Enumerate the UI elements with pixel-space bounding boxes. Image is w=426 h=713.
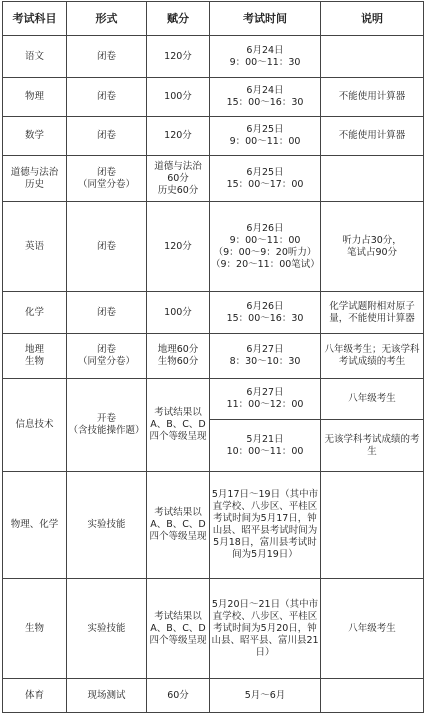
- subject-cell: 体育: [3, 679, 67, 713]
- table-row: [3, 379, 424, 420]
- note-cell: [321, 472, 424, 579]
- note-cell: 化学试题附相对原子量，不能使用计算器: [321, 292, 424, 334]
- form-cell: 实验技能: [67, 579, 147, 679]
- header-form: 形式: [67, 2, 147, 36]
- table-row: [3, 679, 424, 713]
- score-cell: 地理60分 生物60分: [147, 334, 210, 379]
- table-row: [3, 156, 424, 202]
- form-cell: 实验技能: [67, 472, 147, 579]
- time-cell: 6月24日 15：00～16：30: [210, 78, 321, 117]
- time-cell: 6月25日 15：00～17：00: [210, 156, 321, 202]
- subject-cell: 地理 生物: [3, 334, 67, 379]
- time-cell: 6月26日 15：00～16：30: [210, 292, 321, 334]
- score-cell: 道德与法治 60分 历史60分: [147, 156, 210, 202]
- score-cell: 120分: [147, 36, 210, 78]
- header-time: 考试时间: [210, 2, 321, 36]
- table-row: [3, 579, 424, 679]
- subject-cell: 道德与法治 历史: [3, 156, 67, 202]
- table-row: [3, 36, 424, 78]
- header-score: 赋分: [147, 2, 210, 36]
- note-cell: [321, 156, 424, 202]
- time-cell: 5月～6月: [210, 679, 321, 713]
- subject-cell: 生物: [3, 579, 67, 679]
- score-cell: 100分: [147, 292, 210, 334]
- header-row: [3, 2, 424, 36]
- score-cell: 60分: [147, 679, 210, 713]
- note-cell: 八年级考生: [321, 379, 424, 420]
- score-cell: 120分: [147, 202, 210, 292]
- table-row: [3, 202, 424, 292]
- header-note: 说明: [321, 2, 424, 36]
- time-cell: 5月17日～19日（其中市直学校、八步区、平桂区考试时间为5月17日，钟山县、昭平县考试时间为5月18日，富川县考试时间为5月19日）: [210, 472, 321, 579]
- note-cell: 不能使用计算器: [321, 117, 424, 156]
- note-cell: 不能使用计算器: [321, 78, 424, 117]
- form-cell: 开卷 （含技能操作题）: [67, 379, 147, 472]
- time-cell: 6月24日 9：00～11：30: [210, 36, 321, 78]
- note-cell: 听力占30分， 笔试占90分: [321, 202, 424, 292]
- subject-cell: 数学: [3, 117, 67, 156]
- form-cell: 现场测试: [67, 679, 147, 713]
- note-cell: 无该学科考试成绩的考生: [321, 420, 424, 472]
- score-cell: 考试结果以A、B、C、D四个等级呈现: [147, 472, 210, 579]
- subject-cell: 英语: [3, 202, 67, 292]
- time-cell: 6月27日 11：00～12：00: [210, 379, 321, 420]
- time-cell: 6月26日 9：00～11：00 （9：00～9：20听力） （9：20～11：00笔试）: [210, 202, 321, 292]
- form-cell: 闭卷: [67, 36, 147, 78]
- header-subject: 考试科目: [3, 2, 67, 36]
- form-cell: 闭卷 （同堂分卷）: [67, 334, 147, 379]
- note-cell: [321, 679, 424, 713]
- score-cell: 120分: [147, 117, 210, 156]
- subject-cell: 化学: [3, 292, 67, 334]
- form-cell: 闭卷 （同堂分卷）: [67, 156, 147, 202]
- subject-cell: 物理、化学: [3, 472, 67, 579]
- note-cell: 八年级考生；无该学科考试成绩的考生: [321, 334, 424, 379]
- form-cell: 闭卷: [67, 292, 147, 334]
- form-cell: 闭卷: [67, 117, 147, 156]
- score-cell: 100分: [147, 78, 210, 117]
- score-cell: 考试结果以A、B、C、D四个等级呈现: [147, 579, 210, 679]
- table-row: [3, 117, 424, 156]
- table-row: [3, 472, 424, 579]
- subject-cell: 物理: [3, 78, 67, 117]
- subject-cell: 信息技术: [3, 379, 67, 472]
- time-cell: 5月20日～21日（其中市直学校、八步区、平桂区考试时间为5月20日，钟山县、昭平县、富川县21日）: [210, 579, 321, 679]
- form-cell: 闭卷: [67, 202, 147, 292]
- note-cell: [321, 36, 424, 78]
- score-cell: 考试结果以A、B、C、D四个等级呈现: [147, 379, 210, 472]
- table-row: [3, 334, 424, 379]
- table-row: [3, 292, 424, 334]
- form-cell: 闭卷: [67, 78, 147, 117]
- note-cell: 八年级考生: [321, 579, 424, 679]
- table-row: [3, 78, 424, 117]
- exam-schedule-table: [2, 1, 424, 713]
- time-cell: 6月25日 9：00～11：00: [210, 117, 321, 156]
- time-cell: 5月21日 10：00～11：00: [210, 420, 321, 472]
- subject-cell: 语文: [3, 36, 67, 78]
- time-cell: 6月27日 8：30～10：30: [210, 334, 321, 379]
